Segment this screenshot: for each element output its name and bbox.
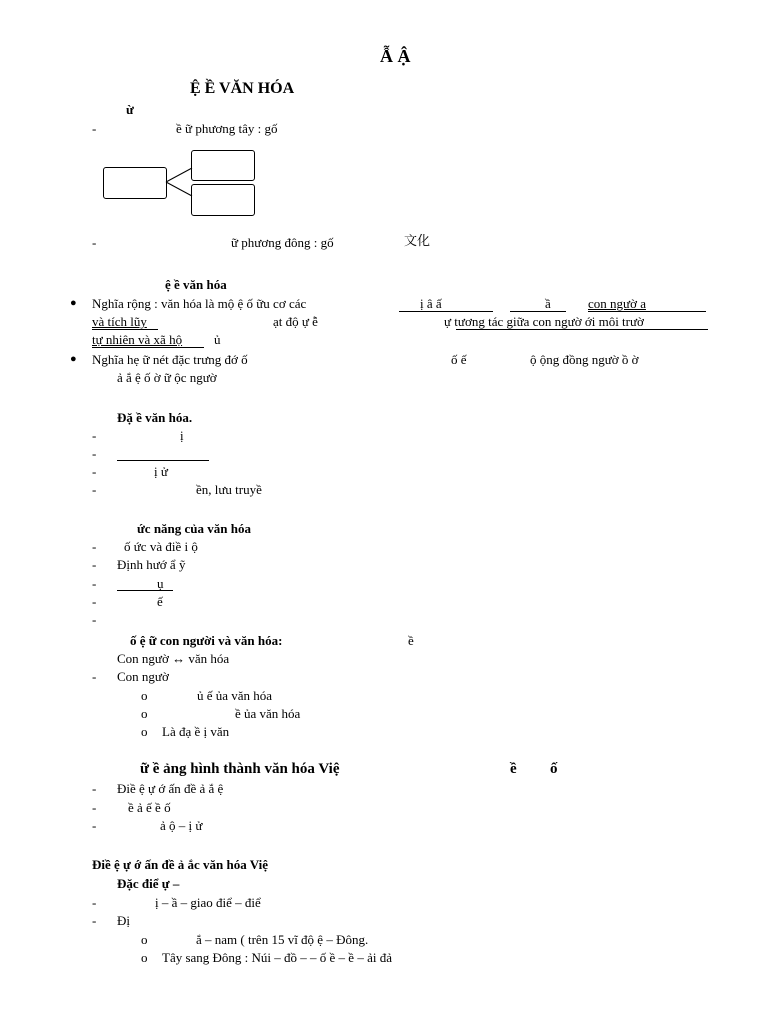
characteristic-item-4: ền, lưu truyề	[196, 482, 262, 497]
function-item-4: ế	[157, 594, 163, 609]
list-dash: -	[92, 464, 97, 479]
list-dash: -	[92, 235, 97, 250]
broad-meaning-term2: ầ	[545, 296, 551, 311]
broad-meaning-term1: ị â ấ	[420, 296, 442, 311]
list-dash: -	[92, 895, 97, 910]
terrain-sub-1: ắ – nam ( trên 15 vĩ độ ệ – Đông.	[196, 932, 369, 947]
natural-item-2: Đị	[117, 913, 130, 928]
list-dash: -	[92, 818, 97, 833]
section-heading-premises: ữ ề ảng hình thành văn hóa Việ	[140, 761, 340, 777]
section-heading-premises-tail2: ố	[550, 761, 558, 777]
underline	[92, 347, 204, 348]
function-item-3: ụ	[157, 576, 164, 591]
characteristic-item-1: ị	[180, 428, 184, 443]
underline	[117, 590, 173, 591]
relation-line: Con ngườ ↔ văn hóa	[117, 651, 230, 666]
function-item-2: Định hướ ẩ ỹ	[117, 557, 186, 572]
list-dash: -	[92, 669, 97, 684]
narrow-meaning-line1-mid: ố ế	[451, 352, 467, 367]
bullet-icon: ●	[70, 297, 77, 309]
circle-bullet-icon: o	[141, 688, 148, 703]
circle-bullet-icon: o	[141, 932, 148, 947]
section-heading-concept: ệ ề văn hóa	[165, 277, 227, 292]
narrow-meaning-line1: Nghĩa hẹ ữ nét đặc trưng đớ ố	[92, 352, 248, 367]
premise-item-3: ả ộ – ị ử	[160, 818, 203, 833]
list-dash: -	[92, 557, 97, 572]
underline	[456, 329, 708, 330]
broad-meaning-term3: con ngườ a	[588, 296, 646, 311]
underline	[92, 329, 158, 330]
circle-bullet-icon: o	[141, 706, 148, 721]
broad-meaning-line3: tự nhiên và xã hộ	[92, 332, 183, 347]
underline	[399, 311, 493, 312]
underline	[510, 311, 566, 312]
narrow-meaning-line1-end: ộ ộng đồng ngườ ồ ờ	[530, 352, 639, 367]
east-origin-line: ữ phương đông : gố	[231, 235, 334, 250]
diagram-source-box	[103, 167, 167, 199]
broad-meaning-line3-end: ủ	[214, 332, 221, 347]
narrow-meaning-line2: ả ắ ệ ố ờ ữ ộc ngườ	[117, 370, 217, 385]
broad-meaning-line2-end: ự tương tác giữa con ngườ ới môi trườ	[444, 314, 644, 329]
section-heading-premises-tail1: ề	[510, 761, 517, 777]
relation-sub-2: ề ủa văn hóa	[235, 706, 301, 721]
list-dash: -	[92, 594, 97, 609]
diagram-branch-box-top	[191, 150, 255, 181]
document-title: Ẫ Ậ	[380, 46, 411, 66]
characteristic-item-3: ị ử	[154, 464, 168, 479]
section-heading-natural-conditions: Điề ệ ự ớ ấn đề ả ắc văn hóa Việ	[92, 857, 269, 872]
list-dash: -	[92, 446, 97, 461]
circle-bullet-icon: o	[141, 950, 148, 965]
bullet-icon: ●	[70, 353, 77, 365]
natural-features-subheading: Đặc điể ự –	[117, 876, 180, 891]
section-subheading: ừ	[126, 102, 134, 117]
list-dash: -	[92, 913, 97, 928]
function-item-1: ố ức và điề i ộ	[124, 539, 198, 554]
circle-bullet-icon: o	[141, 724, 148, 739]
relation-item: Con ngườ	[117, 669, 169, 684]
section-heading-functions: ức năng của văn hóa	[137, 521, 251, 536]
underline	[588, 311, 706, 312]
section-heading-relation-tail: ề	[408, 633, 414, 648]
diagram-branch-box-bottom	[191, 184, 255, 216]
section-heading-relation: ố ệ ữ con người và văn hóa:	[130, 633, 283, 648]
premise-item-1: Điề ệ ự ớ ấn đề ả ắ ệ	[117, 781, 224, 796]
relation-sub-1: ủ ế ủa văn hóa	[197, 688, 273, 703]
broad-meaning-line1: Nghĩa rộng : văn hóa là mộ ệ ố ữu cơ các	[92, 296, 307, 311]
natural-item-1: ị – ầ – giao điể – điể	[155, 895, 261, 910]
list-dash: -	[92, 800, 97, 815]
list-dash: -	[92, 428, 97, 443]
broad-meaning-line2-mid: ạt độ ự ễ	[273, 314, 318, 329]
relation-sub-3: Là đạ ề ị văn	[162, 724, 230, 739]
premise-item-2: ề ả ế ề ố	[128, 800, 171, 815]
diagram-connector-lines	[160, 160, 200, 205]
list-dash: -	[92, 539, 97, 554]
section-heading-definition: Ệ Ề VĂN HÓA	[190, 80, 295, 97]
list-dash: -	[92, 482, 97, 497]
list-dash: -	[92, 121, 97, 136]
list-dash: -	[92, 576, 97, 591]
characteristic-item-2-blank	[117, 460, 209, 461]
section-heading-characteristics: Đặ ề văn hóa.	[117, 410, 193, 425]
west-origin-line: ề ữ phương tây : gố	[176, 121, 278, 136]
east-origin-cjk: 文化	[404, 234, 431, 249]
list-dash: -	[92, 612, 97, 627]
terrain-sub-2: Tây sang Đông : Núi – đồ – – ố ề – ề – ải đả	[162, 950, 392, 965]
list-dash: -	[92, 781, 97, 796]
broad-meaning-line2-term: và tích lũy	[92, 314, 147, 329]
